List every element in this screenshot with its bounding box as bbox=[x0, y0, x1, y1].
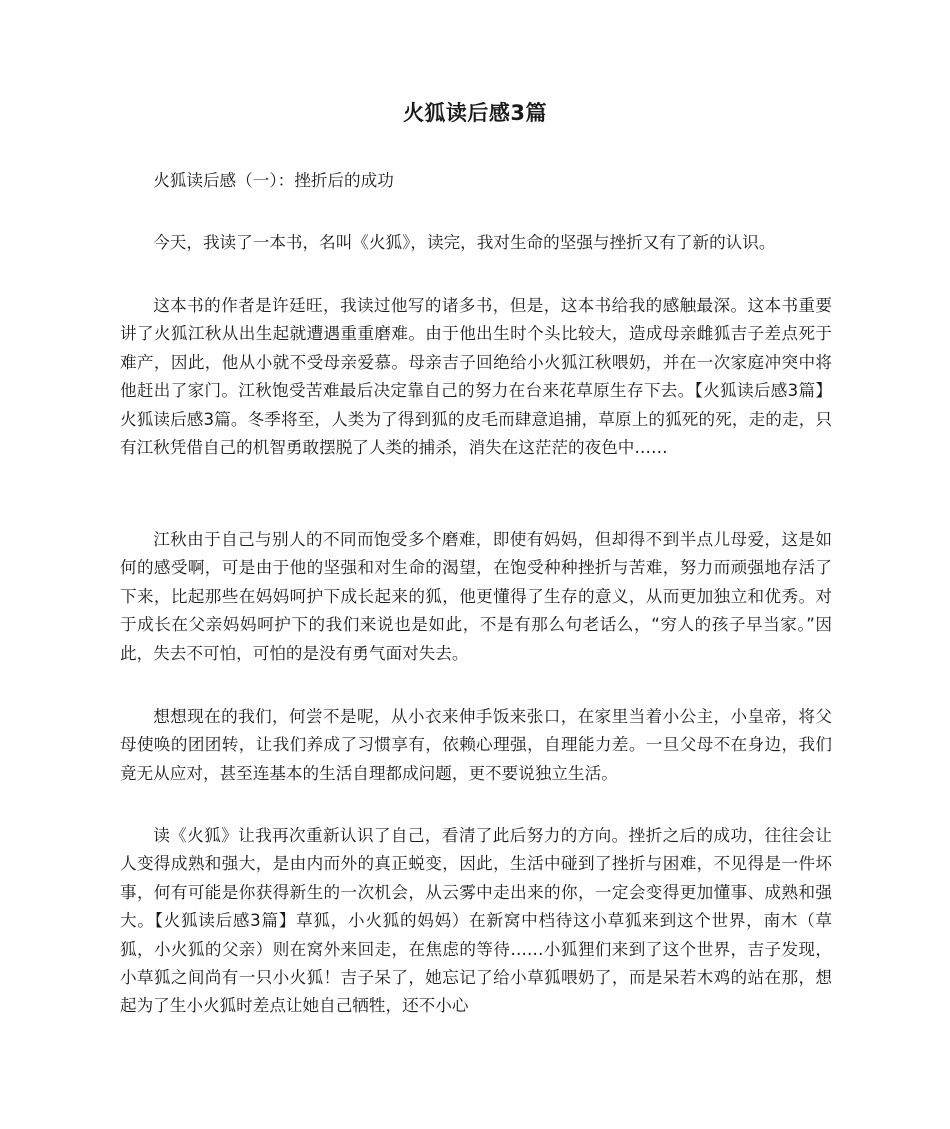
paragraph-1: 今天，我读了一本书，名叫《火狐》，读完，我对生命的坚强与挫折又有了新的认识。 bbox=[153, 233, 776, 252]
paragraph-4: 想想现在的我们，何尝不是呢，从小衣来伸手饭来张口，在家里当着小公主，小皇帝，将父母使唤的团团转，让我们养成了习惯享有，依赖心理强，自理能力差。一旦父母不在身边，我们竟无从应对，甚至连基本的生活自理都成问题，更不要说独立生活。 bbox=[120, 707, 832, 783]
section-subtitle: 火狐读后感（一）：挫折后的成功 bbox=[153, 171, 394, 190]
document-title: 火狐读后感3篇 bbox=[402, 101, 548, 125]
paragraph-5: 读《火狐》让我再次重新认识了自己，看清了此后努力的方向。挫折之后的成功，往往会让人变得成熟和强大，是由内而外的真正蜕变，因此，生活中碰到了挫折与困难，不见得是一件坏事，何有可能是你获得新生的一次机会，从云雾中走出来的你，一定会变得更加懂事、成熟和强大。【火狐读后感3篇】草狐，小火狐的妈妈）在新窝中档待这小草狐来到这个世界，南木（草狐，小火狐的父亲）则在窝外来回走，在焦虑的等待……小狐狸们来到了这个世界，吉子发现，小草狐之间尚有一只小火狐！吉子呆了，她忘记了给小草狐喂奶了，而是呆若木鸡的站在那，想起为了生小火狐时差点让她自己牺牲，还不小心 bbox=[120, 826, 832, 1016]
paragraph-3: 江秋由于自己与别人的不同而饱受多个磨难，即使有妈妈，但却得不到半点儿母爱，这是如何的感受啊，可是由于他的坚强和对生命的渴望，在饱受种种挫折与苦难，努力而顽强地存活了下来，比起那些在妈妈呵护下成长起来的狐，他更懂得了生存的意义，从而更加独立和优秀。对于成长在父亲妈妈呵护下的我们来说也是如此，不是有那么句老话么，“穷人的孩子早当家。”因此，失去不可怕，可怕的是没有勇气面对失去。 bbox=[120, 530, 832, 663]
paragraph-2: 这本书的作者是许廷旺，我读过他写的诸多书，但是，这本书给我的感触最深。这本书重要讲了火狐江秋从出生起就遭遇重重磨难。由于他出生时个头比较大，造成母亲雌狐吉子差点死于难产，因此，他从小就不受母亲爱慕。母亲吉子回绝给小火狐江秋喂奶，并在一次家庭冲突中将他赶出了家门。江秋饱受苦难最后决定靠自己的努力在台来花草原生存下去。【火狐读后感3篇】火狐读后感3篇。冬季将至，人类为了得到狐的皮毛而肆意追捕，草原上的狐死的死，走的走，只有江秋凭借自己的机智勇敢摆脱了人类的捕杀，消失在这茫茫的夜色中…… bbox=[120, 296, 832, 458]
